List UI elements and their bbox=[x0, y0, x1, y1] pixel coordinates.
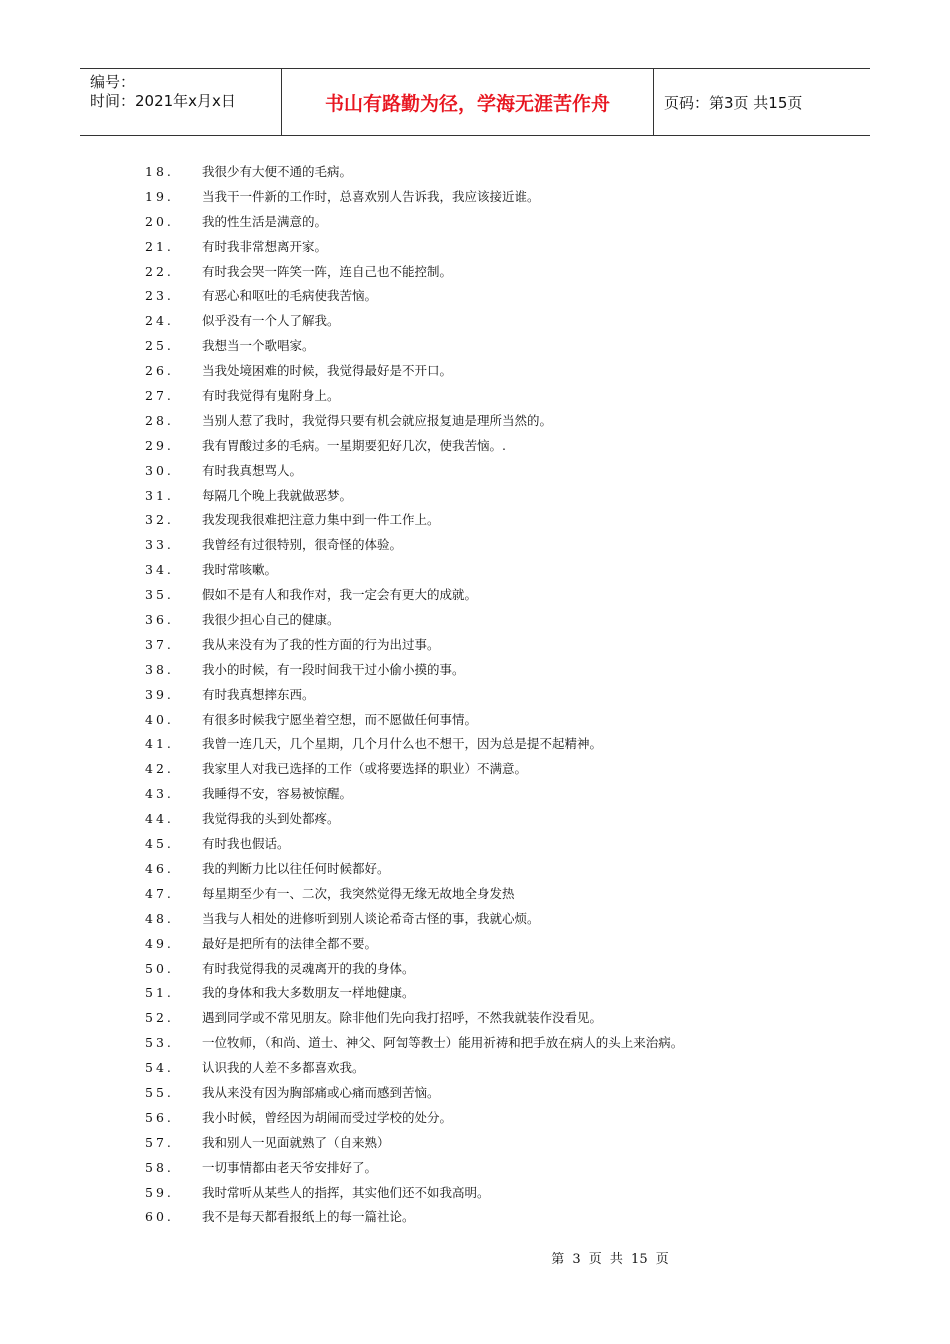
list-item bbox=[145, 1081, 683, 1106]
item-text: 我睡得不安，容易被惊醒。 bbox=[202, 786, 353, 802]
item-text: 我时常听从某些人的指挥，其实他们还不如我高明。 bbox=[202, 1184, 490, 1200]
item-number: 36. bbox=[145, 612, 174, 628]
item-number: 44. bbox=[145, 811, 174, 827]
list-item bbox=[145, 583, 683, 608]
item-number: 33. bbox=[145, 537, 174, 553]
item-text: 有时我也假话。 bbox=[202, 836, 290, 852]
item-number: 41. bbox=[145, 736, 174, 752]
list-item bbox=[145, 260, 683, 285]
item-number: 35. bbox=[145, 587, 174, 603]
list-item bbox=[145, 359, 683, 384]
item-number: 22. bbox=[145, 263, 174, 279]
list-item bbox=[145, 160, 683, 185]
item-text: 每星期至少有一、二次，我突然觉得无缘无故地全身发热 bbox=[202, 885, 515, 901]
page-footer: 第 3 页 共 15 页 bbox=[551, 1252, 669, 1267]
list-item bbox=[145, 1006, 683, 1031]
item-number: 31. bbox=[145, 487, 174, 503]
item-text: 我不是每天都看报纸上的每一篇社论。 bbox=[202, 1209, 415, 1225]
item-number: 49. bbox=[145, 935, 174, 951]
list-item bbox=[145, 981, 683, 1006]
item-number: 30. bbox=[145, 462, 174, 478]
motto: 书山有路勤为径，学海无涯苦作舟 bbox=[282, 69, 654, 135]
list-item bbox=[145, 284, 683, 309]
item-text: 有很多时候我宁愿坐着空想，而不愿做任何事情。 bbox=[202, 711, 478, 727]
item-number: 21. bbox=[145, 238, 174, 254]
item-text: 我想当一个歌唱家。 bbox=[202, 338, 315, 354]
item-text: 最好是把所有的法律全都不要。 bbox=[202, 935, 378, 951]
list-item bbox=[145, 409, 683, 434]
item-number: 25. bbox=[145, 338, 174, 354]
item-text: 当别人惹了我时，我觉得只要有机会就应报复迪是理所当然的。 bbox=[202, 412, 553, 428]
item-text: 我和别人一见面就熟了（自来熟） bbox=[202, 1134, 390, 1150]
item-text: 有恶心和呕吐的毛病使我苦恼。 bbox=[202, 288, 378, 304]
item-number: 32. bbox=[145, 512, 174, 528]
item-number: 47. bbox=[145, 885, 174, 901]
item-text: 有时我会哭一阵笑一阵，连自己也不能控制。 bbox=[202, 263, 453, 279]
list-item bbox=[145, 683, 683, 708]
list-item bbox=[145, 658, 683, 683]
item-text: 当我处境困难的时候，我觉得最好是不开口。 bbox=[202, 363, 453, 379]
item-number: 24. bbox=[145, 313, 174, 329]
item-number: 42. bbox=[145, 761, 174, 777]
list-item bbox=[145, 384, 683, 409]
item-text: 我觉得我的头到处都疼。 bbox=[202, 811, 340, 827]
list-item bbox=[145, 210, 683, 235]
item-text: 有时我非常想离开家。 bbox=[202, 238, 328, 254]
item-number: 46. bbox=[145, 860, 174, 876]
item-text: 有时我觉得我的灵魂离开的我的身体。 bbox=[202, 960, 415, 976]
item-number: 45. bbox=[145, 836, 174, 852]
list-item bbox=[145, 334, 683, 359]
item-number: 38. bbox=[145, 661, 174, 677]
item-text: 我从来没有为了我的性方面的行为出过事。 bbox=[202, 636, 440, 652]
item-text: 有时我觉得有鬼附身上。 bbox=[202, 388, 340, 404]
item-number: 18. bbox=[145, 164, 174, 179]
item-text: 一位牧师，（和尚、道士、神父、阿訇等教士）能用祈祷和把手放在病人的头上来治病。 bbox=[202, 1035, 684, 1051]
list-item bbox=[145, 708, 683, 733]
item-text: 我的性生活是满意的。 bbox=[202, 213, 328, 229]
item-text: 一切事情都由老天爷安排好了。 bbox=[202, 1159, 378, 1175]
list-item bbox=[145, 1031, 683, 1056]
item-text: 有时我真想骂人。 bbox=[202, 462, 303, 478]
list-item bbox=[145, 608, 683, 633]
list-item bbox=[145, 807, 683, 832]
list-item bbox=[145, 1056, 683, 1081]
list-item bbox=[145, 1106, 683, 1131]
item-text: 我小的时候，有一段时间我干过小偷小摸的事。 bbox=[202, 661, 465, 677]
item-number: 50. bbox=[145, 960, 174, 976]
header-left-cell bbox=[80, 69, 282, 135]
list-item bbox=[145, 309, 683, 334]
item-number: 19. bbox=[145, 188, 174, 204]
number-label: 编号： bbox=[90, 73, 136, 91]
list-item bbox=[145, 235, 683, 260]
item-number: 37. bbox=[145, 636, 174, 652]
item-number: 57. bbox=[145, 1134, 174, 1150]
item-number: 56. bbox=[145, 1109, 174, 1125]
item-text: 当我干一件新的工作时，总喜欢别人告诉我，我应该接近谁。 bbox=[202, 188, 540, 204]
item-text: 我有胃酸过多的毛病。一星期要犯好几次，使我苦恼。. bbox=[202, 437, 506, 453]
item-number: 58. bbox=[145, 1159, 174, 1175]
item-number: 28. bbox=[145, 412, 174, 428]
list-item bbox=[145, 832, 683, 857]
list-item bbox=[145, 1156, 683, 1181]
list-item bbox=[145, 1205, 683, 1230]
time-label: 时间：2021年x月x日 bbox=[90, 92, 236, 110]
item-number: 27. bbox=[145, 388, 174, 404]
item-number: 43. bbox=[145, 786, 174, 802]
item-number: 54. bbox=[145, 1060, 174, 1076]
item-text: 我曾一连几天，几个星期，几个月什么也不想干，因为总是提不起精神。 bbox=[202, 736, 603, 752]
list-item bbox=[145, 932, 683, 957]
item-text: 遇到同学或不常见朋友。除非他们先向我打招呼，不然我就装作没看见。 bbox=[202, 1010, 603, 1026]
item-number: 53. bbox=[145, 1035, 174, 1051]
item-number: 51. bbox=[145, 985, 174, 1001]
list-item bbox=[145, 757, 683, 782]
item-text: 我很少有大便不通的毛病。 bbox=[202, 164, 353, 179]
item-number: 29. bbox=[145, 437, 174, 453]
item-number: 34. bbox=[145, 562, 174, 578]
item-text: 我很少担心自己的健康。 bbox=[202, 612, 340, 628]
list-item bbox=[145, 459, 683, 484]
item-number: 39. bbox=[145, 686, 174, 702]
item-text: 我时常咳嗽。 bbox=[202, 562, 278, 578]
list-item bbox=[145, 882, 683, 907]
item-text: 认识我的人差不多都喜欢我。 bbox=[202, 1060, 365, 1076]
item-number: 52. bbox=[145, 1010, 174, 1026]
list-item bbox=[145, 508, 683, 533]
item-text: 我的身体和我大多数朋友一样地健康。 bbox=[202, 985, 415, 1001]
list-item bbox=[145, 1181, 683, 1206]
item-number: 23. bbox=[145, 288, 174, 304]
list-item bbox=[145, 857, 683, 882]
list-item bbox=[145, 185, 683, 210]
item-number: 48. bbox=[145, 910, 174, 926]
list-item bbox=[145, 907, 683, 932]
header-table bbox=[80, 68, 870, 136]
item-text: 我的判断力比以往任何时候都好。 bbox=[202, 860, 390, 876]
item-text: 假如不是有人和我作对，我一定会有更大的成就。 bbox=[202, 587, 478, 603]
page-info: 页码：第3页 共15页 bbox=[664, 93, 803, 112]
item-number: 20. bbox=[145, 213, 174, 229]
list-item bbox=[145, 558, 683, 583]
item-text: 似乎没有一个人了解我。 bbox=[202, 313, 340, 329]
list-item bbox=[145, 533, 683, 558]
list-item bbox=[145, 732, 683, 757]
item-text: 我曾经有过很特别，很奇怪的体验。 bbox=[202, 537, 403, 553]
item-number: 26. bbox=[145, 363, 174, 379]
list-item bbox=[145, 957, 683, 982]
item-number: 40. bbox=[145, 711, 174, 727]
item-number: 55. bbox=[145, 1084, 174, 1100]
list-item bbox=[145, 434, 683, 459]
item-number: 59. bbox=[145, 1184, 174, 1200]
list-item bbox=[145, 633, 683, 658]
item-text: 当我与人相处的进修听到别人谈论希奇古怪的事，我就心烦。 bbox=[202, 910, 540, 926]
list-item bbox=[145, 484, 683, 509]
item-number: 60. bbox=[145, 1209, 174, 1225]
item-text: 我从来没有因为胸部痛或心痛而感到苦恼。 bbox=[202, 1084, 440, 1100]
list-item bbox=[145, 1131, 683, 1156]
list-item bbox=[145, 782, 683, 807]
item-text: 有时我真想摔东西。 bbox=[202, 686, 315, 702]
item-text: 我小时候，曾经因为胡闹而受过学校的处分。 bbox=[202, 1109, 453, 1125]
question-list bbox=[145, 160, 683, 1230]
item-text: 我发现我很难把注意力集中到一件工作上。 bbox=[202, 512, 440, 528]
item-text: 我家里人对我已选择的工作（或将要选择的职业）不满意。 bbox=[202, 761, 528, 777]
item-text: 每隔几个晚上我就做恶梦。 bbox=[202, 487, 353, 503]
